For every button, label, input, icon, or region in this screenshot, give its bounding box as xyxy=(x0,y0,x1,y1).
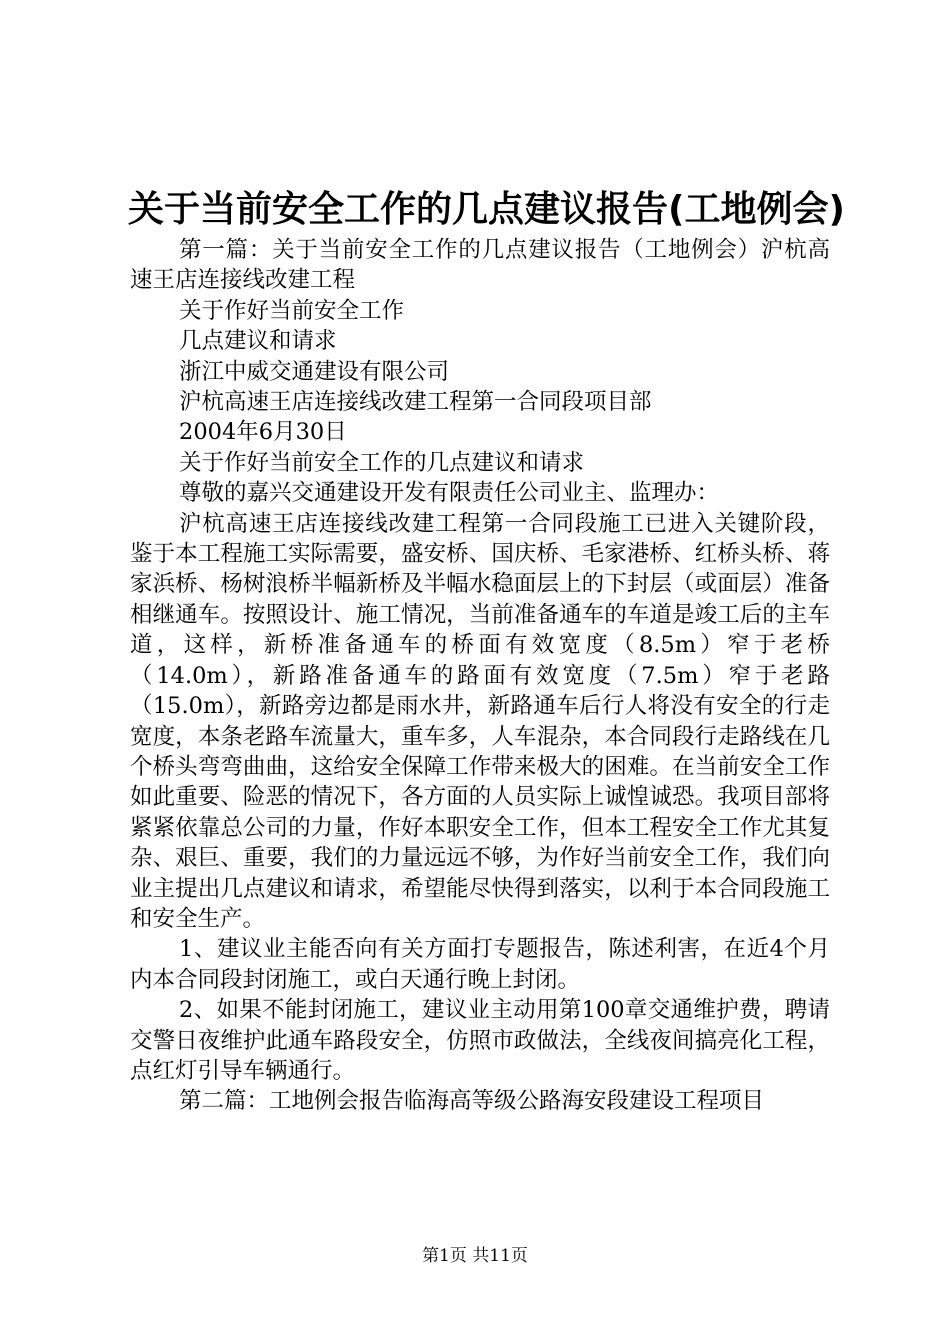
paragraph: 沪杭高速王店连接线改建工程第一合同段施工已进入关键阶段，鉴于本工程施工实际需要，盛安桥、国庆桥、毛家港桥、红桥头桥、蒋家浜桥、杨树浪桥半幅新桥及半幅水稳面层上的下封层（或面层）准备相继通车。按照设计、施工情况，当前准备通车的车道是竣工后的主车道，这样，新桥准备通车的桥面有效宽度（8.5m）窄于老桥（14.0m），新路准备通车的路面有效宽度（7.5m）窄于老路（15.0m），新路旁边都是雨水井，新路通车后行人将没有安全的行走宽度，本条老路车流量大，重车多，人车混杂，本合同段行走路线在几个桥头弯弯曲曲，这给安全保障工作带来极大的困难。在当前安全工作如此重要、险恶的情况下，各方面的人员实际上诚惶诚恐。我项目部将紧紧依靠总公司的力量，作好本职安全工作，但本工程安全工作尤其复杂、艰巨、重要，我们的力量远远不够，为作好当前安全工作，我们向业主提出几点建议和请求，希望能尽快得到落实，以利于本合同段施工和安全生产。 xyxy=(130,510,830,932)
paragraph: 浙江中威交通建设有限公司 xyxy=(179,358,450,385)
paragraph: 关于作好当前安全工作 xyxy=(179,297,405,324)
document-title: 关于当前安全工作的几点建议报告(工地例会) xyxy=(128,189,845,230)
page-indicator: 第1页 共11页 xyxy=(422,1246,528,1266)
paragraph: 沪杭高速王店连接线改建工程第一合同段项目部 xyxy=(179,389,652,416)
paragraph: 2004年6月30日 xyxy=(179,419,347,446)
paragraph: 第二篇：工地例会报告临海高等级公路海安段建设工程项目 xyxy=(179,1088,765,1115)
paragraph: 尊敬的嘉兴交通建设开发有限责任公司业主、监理办： xyxy=(179,480,720,507)
paragraph: 第一篇：关于当前安全工作的几点建议报告（工地例会）沪杭高速王店连接线改建工程 xyxy=(130,237,830,294)
paragraph: 1、建议业主能否向有关方面打专题报告，陈述利害，在近4个月内本合同段封闭施工，或白天通行晚上封闭。 xyxy=(130,936,830,993)
paragraph: 几点建议和请求 xyxy=(179,328,337,355)
paragraph: 2、如果不能封闭施工，建议业主动用第100章交通维护费，聘请交警日夜维护此通车路段安全，仿照市政做法，全线夜间搞亮化工程，点红灯引导车辆通行。 xyxy=(130,997,830,1084)
paragraph: 关于作好当前安全工作的几点建议和请求 xyxy=(179,449,585,476)
document-body xyxy=(130,235,830,1117)
